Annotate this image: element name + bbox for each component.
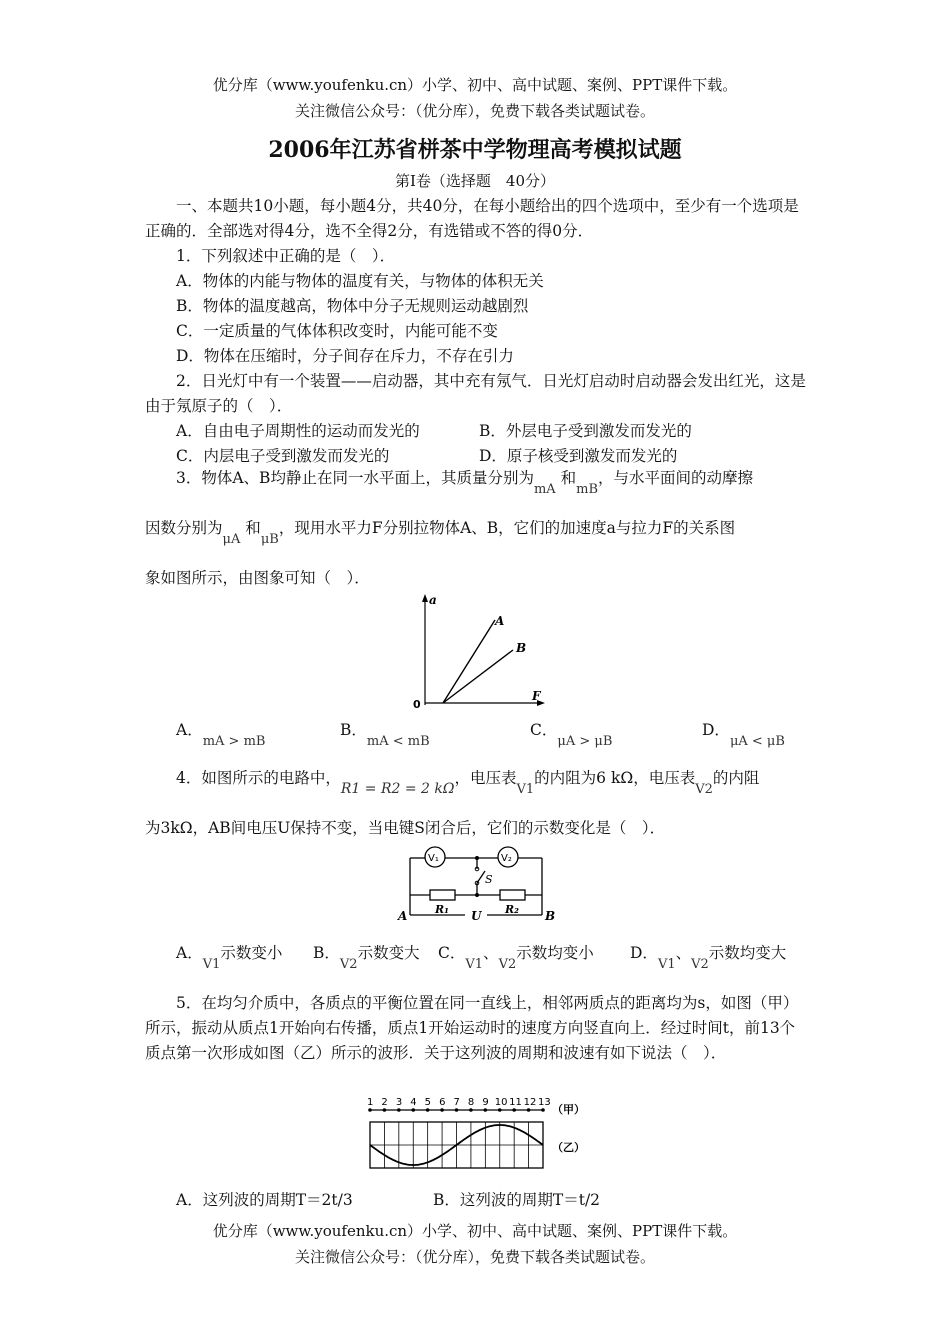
q3-stem-line-1: 3．物体A、B均静止在同一水平面上，其质量分别为$_{mA}$ 和$_{mB}$，与水平面间的动摩擦: [176, 469, 754, 497]
graph-line-b: [443, 650, 513, 703]
particle-dot-12: [527, 1108, 531, 1112]
q3-option-d: D．$_{\mu A < \mu B}$: [702, 721, 785, 749]
particle-dot-6: [440, 1108, 444, 1112]
header-line-1: 优分库（www.youfenku.cn）小学、初中、高中试题、案例、PPT课件下载。: [212, 76, 738, 94]
particle-dot-11: [512, 1108, 516, 1112]
q5-option-a: A．这列波的周期T＝2t/3: [176, 1191, 353, 1209]
mu-b-math: μB: [260, 532, 279, 547]
yi-label: （乙）: [552, 1141, 585, 1154]
particle-label-4: 4: [410, 1097, 417, 1108]
page-footer: [0, 1218, 950, 1270]
particle-dot-2: [383, 1108, 387, 1112]
particle-dot-4: [411, 1108, 415, 1112]
particle-label-9: 9: [482, 1097, 489, 1108]
header-line-2: 关注微信公众号：（优分库），免费下载各类试题试卷。: [294, 102, 655, 120]
particle-label-8: 8: [467, 1097, 475, 1108]
q2-options-row-1: [145, 419, 810, 444]
q5-option-b: B．这列波的周期T＝t/2: [433, 1191, 601, 1209]
q4-circuit-diagram: [395, 843, 560, 928]
q1-option-b: B．物体的温度越高，物体中分子无规则运动越剧烈: [176, 297, 529, 315]
questions-block-1: [145, 194, 810, 469]
particle-dot-5: [426, 1108, 430, 1112]
q5-options: [145, 1188, 810, 1213]
particle-dot-3: [397, 1108, 401, 1112]
particle-label-5: 5: [424, 1097, 432, 1108]
svg-text:R₂: R₂: [505, 903, 519, 916]
particle-label-6: 6: [439, 1097, 446, 1108]
particle-dot-1: [368, 1108, 372, 1112]
graph-origin-label: 0: [413, 698, 421, 711]
jia-label: （甲）: [552, 1103, 585, 1116]
graph-line-a-label: A: [495, 614, 505, 628]
svg-text:V₂: V₂: [501, 853, 512, 864]
particle-dot-7: [455, 1108, 459, 1112]
resistor-r1-icon: [430, 890, 455, 900]
q4-stem-line-1: 4．如图所示的电路中，R1 = R2 = 2 kΩ，电压表$_{V1}$的内阻为6 kΩ，电压表$_{V2}$的内阻: [176, 769, 760, 797]
graph-y-label: a: [429, 593, 437, 607]
q4-option-d: D．$_{V1}$、$_{V2}$示数均变大: [630, 944, 787, 972]
particle-dot-9: [484, 1108, 488, 1112]
particle-dot-13: [541, 1108, 545, 1112]
resistor-equation: R1 = R2 = 2 kΩ: [340, 781, 455, 797]
q3-option-c: C．$_{\mu A > \mu B}$: [530, 721, 613, 749]
q4-stem-line-2: 为3kΩ，AB间电压U保持不变，当电键S闭合后，它们的示数变化是（ ）．: [145, 819, 666, 837]
q1-stem: 1．下列叙述中正确的是（ ）．: [176, 247, 396, 265]
q1-option-a: A．物体的内能与物体的温度有关，与物体的体积无关: [176, 272, 544, 290]
graph-x-label: F: [532, 689, 541, 703]
graph-y-arrow: [422, 594, 428, 602]
q3-option-a: A．$_{mA > mB}$: [176, 721, 266, 749]
svg-text:S: S: [485, 873, 493, 886]
q4-option-c: C．$_{V1}$、$_{V2}$示数均变小: [438, 944, 594, 972]
document-title: 2006年江苏省栟茶中学物理高考模拟试题: [268, 137, 682, 163]
particle-dot-8: [469, 1108, 473, 1112]
q1-option-c: C．一定质量的气体体积改变时，内能可能不变: [176, 322, 498, 340]
resistor-r2-icon: [500, 890, 525, 900]
svg-text:U: U: [471, 909, 482, 923]
svg-text:R₁: R₁: [435, 903, 449, 916]
svg-text:B: B: [545, 909, 556, 923]
particle-label-7: 7: [453, 1097, 460, 1108]
q2-stem: 2．日光灯中有一个装置——启动器，其中充有氖气．日光灯启动时启动器会发出红光，这是由于氖原子的（ ）．: [145, 372, 806, 415]
q3-stem-line-3: 象如图所示，由图象可知（ ）．: [145, 569, 370, 587]
q3-a-f-graph: [395, 590, 555, 715]
q3-stem-line-2: 因数分别为$_{\mu A}$ 和$_{\mu B}$，现用水平力F分别拉物体A、B，它们的加速度a与拉力F的关系图: [145, 519, 736, 547]
particle-label-13: 13: [538, 1097, 551, 1108]
q2-option-d: D．原子核受到激发而发光的: [479, 447, 678, 465]
mass-b-math: mB: [576, 482, 599, 497]
particle-label-11: 11: [509, 1097, 522, 1108]
q5-wave-diagram: [362, 1093, 592, 1178]
q1-option-d: D．物体在压缩时，分子间存在斥力，不存在引力: [176, 347, 514, 365]
mass-a-math: mA: [533, 482, 556, 497]
graph-line-a: [443, 620, 495, 703]
page-header: [0, 72, 950, 124]
particle-label-10: 10: [494, 1097, 508, 1108]
q5-stem: 5．在均匀介质中，各质点的平衡位置在同一直线上，相邻两质点的距离均为s，如图（甲）所示，振动从质点1开始向右传播，质点1开始运动时的速度方向竖直向上．经过时间t，前13个质点第一次形成如图（乙）所示的波形．关于这列波的周期和波速有如下说法（ ）．: [145, 994, 799, 1062]
section-heading: 第Ⅰ卷（选择题 40分）: [394, 172, 555, 190]
q2-option-b: B．外层电子受到激发而发光的: [479, 422, 692, 440]
footer-line-2: 关注微信公众号：（优分库），免费下载各类试题试卷。: [294, 1248, 655, 1266]
particle-label-3: 3: [395, 1097, 403, 1108]
q4-option-a: A．$_{V1}$示数变小: [176, 944, 283, 972]
instructions: 一、本题共10小题，每小题4分，共40分，在每小题给出的四个选项中，至少有一个选项是正确的．全部选对得4分，选不全得2分，有选错或不答的得0分．: [145, 197, 799, 240]
svg-text:V₁: V₁: [428, 853, 439, 864]
mu-a-math: μA: [222, 532, 241, 547]
particle-label-12: 12: [523, 1097, 537, 1108]
particle-label-1: 1: [367, 1097, 374, 1108]
footer-line-1: 优分库（www.youfenku.cn）小学、初中、高中试题、案例、PPT课件下载。: [212, 1222, 738, 1240]
svg-text:A: A: [398, 909, 408, 923]
q2-option-c: C．内层电子受到激发而发光的: [176, 447, 390, 465]
q3-option-b: B．$_{mA < mB}$: [340, 721, 430, 749]
q2-option-a: A．自由电子周期性的运动而发光的: [176, 422, 420, 440]
graph-line-b-label: B: [516, 641, 527, 655]
q4-option-b: B．$_{V2}$示数变大: [313, 944, 420, 972]
particle-label-2: 2: [381, 1097, 388, 1108]
particle-dot-10: [498, 1108, 502, 1112]
